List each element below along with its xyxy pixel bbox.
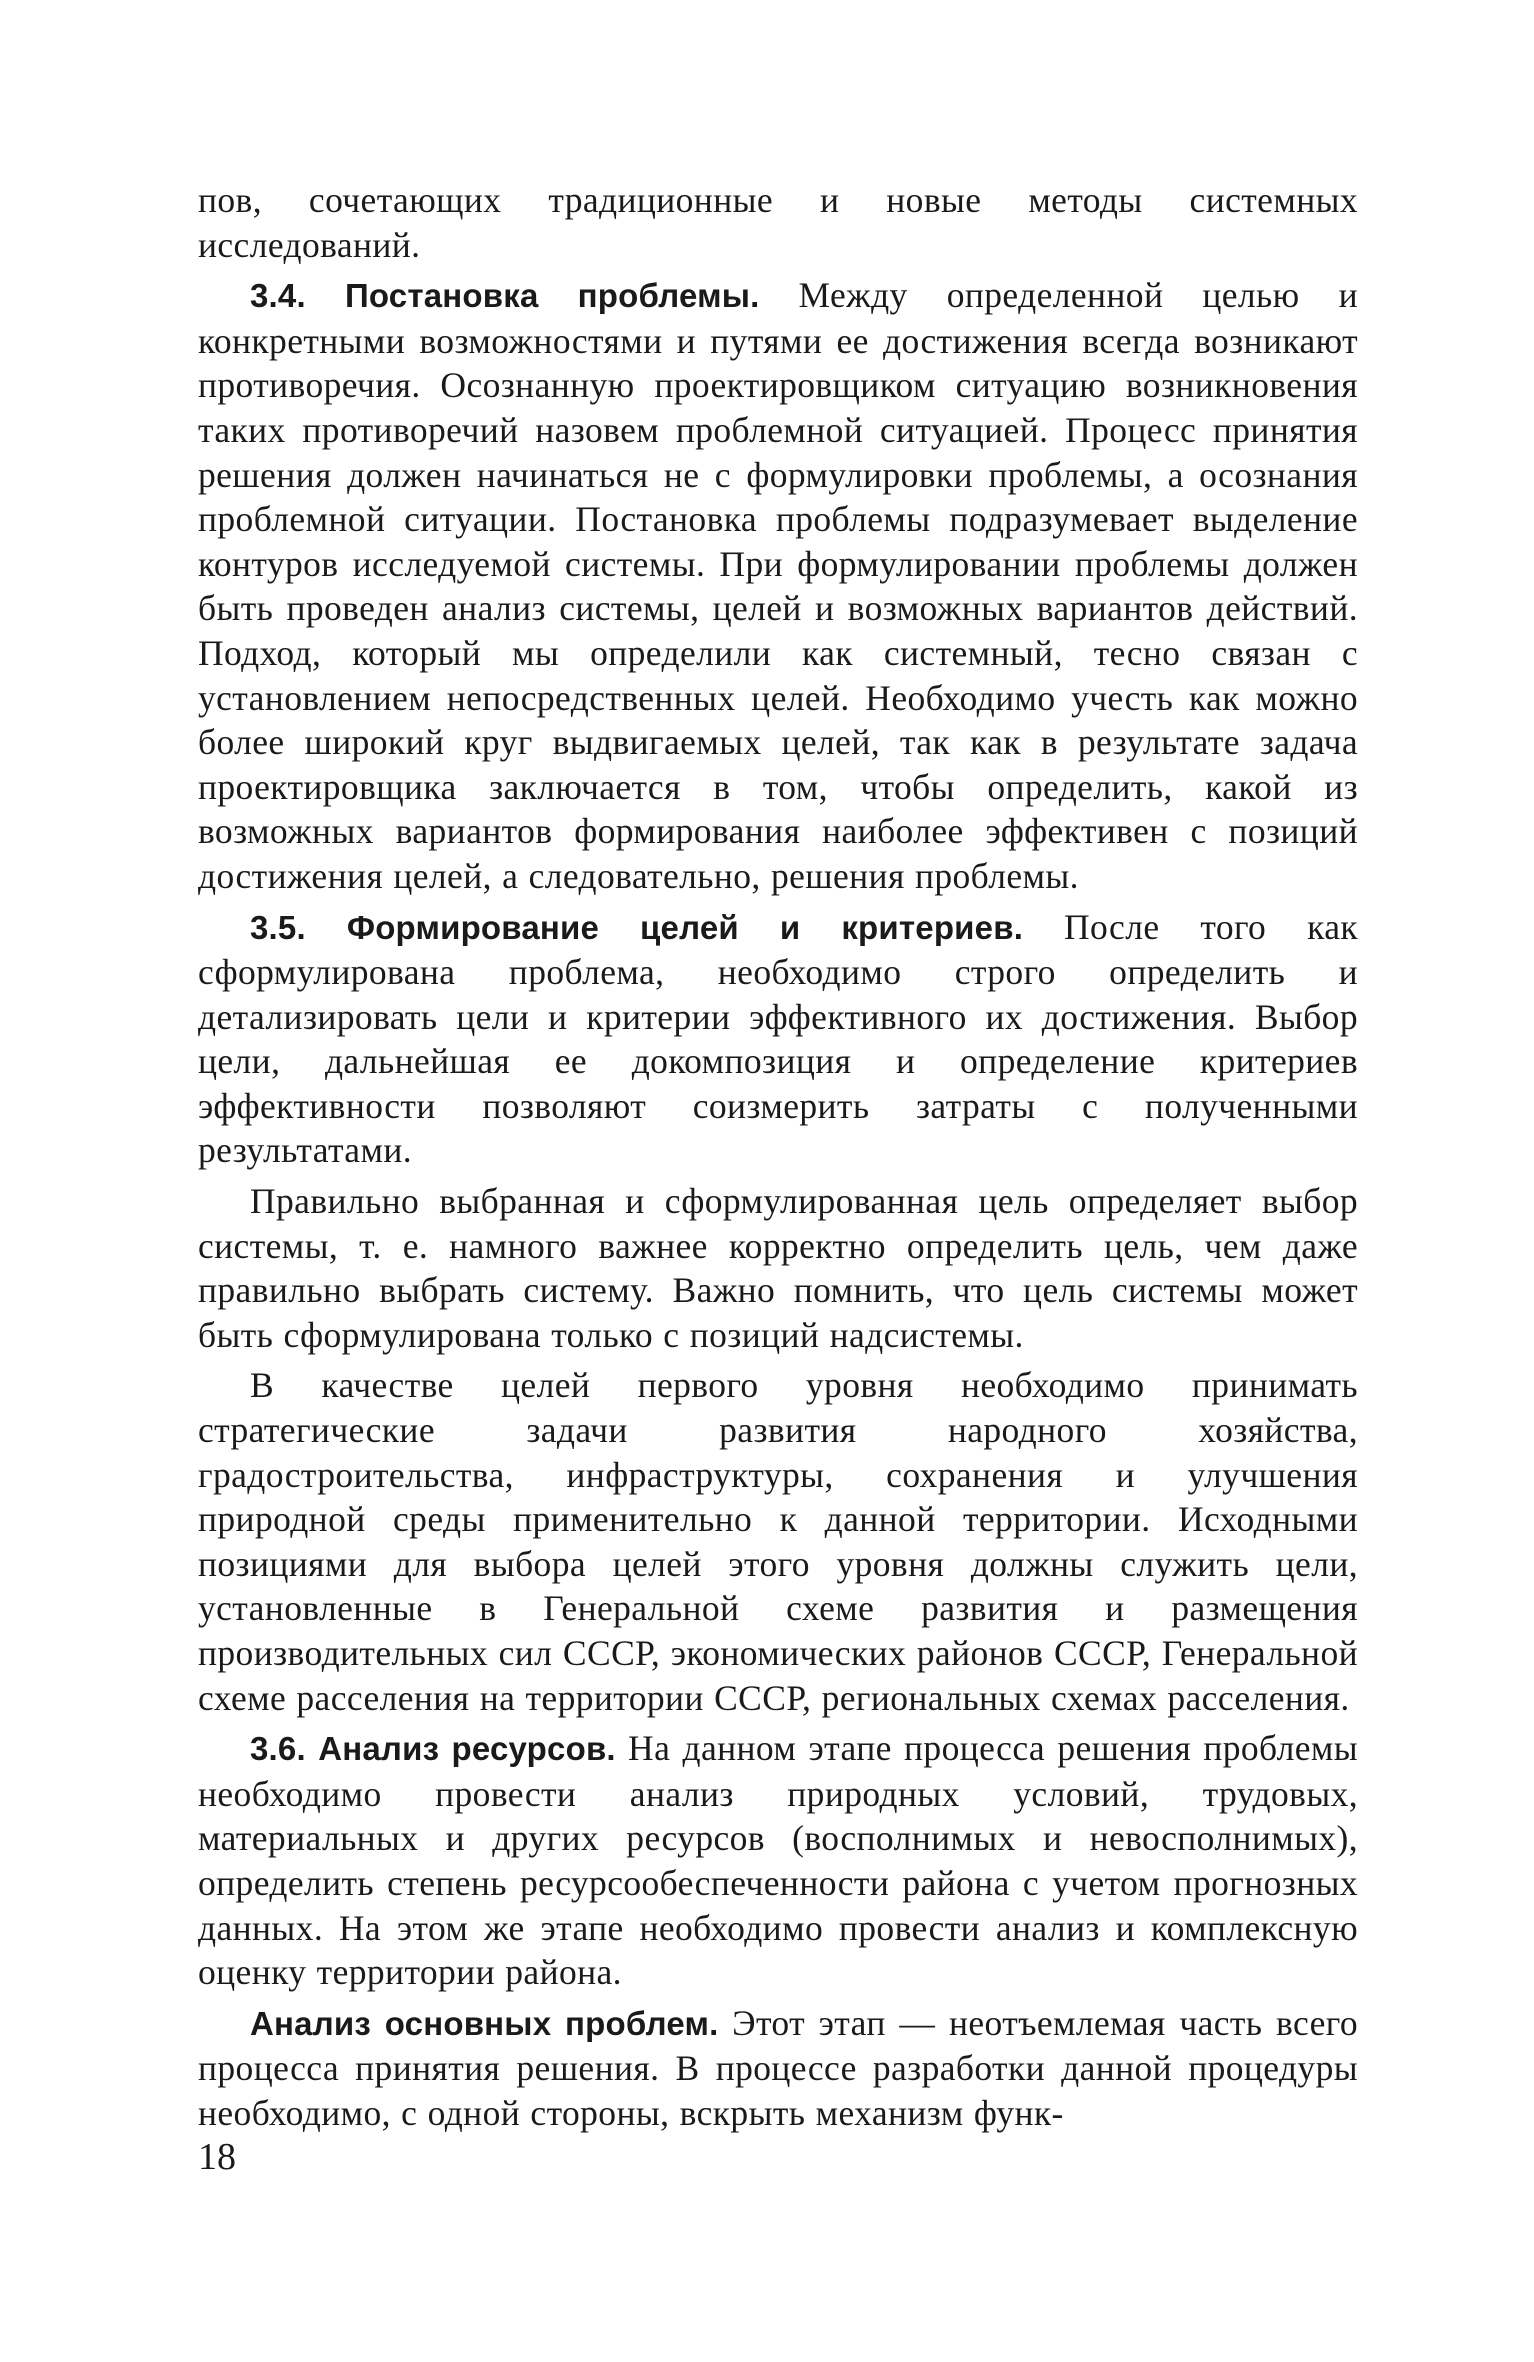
section-3-4-paragraph bbox=[198, 273, 1358, 898]
problem-analysis-paragraph bbox=[198, 2001, 1358, 2136]
paragraph-continuation bbox=[198, 178, 1358, 267]
paragraph-text: На данном этапе процесса решения проблемы необходимо провести анализ природных условий, трудовых, материальных и других ресурсов (восполнимых и невосполнимых), определить степень ресурсообеспеченности района с учетом прогнозных данных. На этом же этапе необходимо провести анализ и комплексную оценку территории района. bbox=[198, 1728, 1358, 1993]
section-heading: Анализ основных проблем. bbox=[250, 2004, 719, 2042]
section-heading: 3.5. Формирование целей и критериев. bbox=[250, 908, 1024, 946]
section-heading: 3.6. Анализ ресурсов. bbox=[250, 1730, 616, 1768]
paragraph-text: После того как сформулирована проблема, необходимо строго определить и детализировать цели и критерии эффективного их достижения. Выбор цели, дальнейшая ее докомпозиция и определение критериев эффективности позволяют соизмерить затраты с полученными результатами. bbox=[198, 906, 1359, 1171]
paragraph-text: Между определенной целью и конкретными возможностями и путями ее достижения всегда возникают противоречия. Осознанную проектировщиком ситуацию возникновения таких противоречий назовем проблемной ситуацией. Процесс принятия решения должен начинаться не с формулировки проблемы, а осознания проблемной ситуации. Постановка проблемы подразумевает выделение контуров исследуемой системы. При формулировании проблемы должен быть проведен анализ системы, целей и возможных вариантов действий. Подход, который мы определили как системный, тесно связан с установлением непосредственных целей. Необходимо учесть как можно более широкий круг выдвигаемых целей, так как в результате задача проектировщика заключается в том, чтобы определить, какой из возможных вариантов формирования наиболее эффективен с позиций достижения целей, а следовательно, решения проблемы. bbox=[198, 275, 1358, 896]
paragraph-text: В качестве целей первого уровня необходимо принимать стратегические задачи развития народного хозяйства, градостроительства, инфраструктуры, сохранения и улучшения природной среды применительно к данной территории. Исходными позициями для выбора целей этого уровня должны служить цели, установленные в Генеральной схеме развития и размещения производительных сил СССР, экономических районов СССР, Генеральной схеме расселения на территории СССР, региональных схемах расселения. bbox=[198, 1365, 1358, 1718]
page-number: 18 bbox=[198, 2136, 236, 2178]
paragraph-text: пов, сочетающих традиционные и новые методы системных исследований. bbox=[198, 180, 1358, 265]
page-body bbox=[198, 178, 1358, 2136]
section-heading: 3.4. Постановка проблемы. bbox=[250, 277, 760, 315]
section-3-5-paragraph bbox=[198, 905, 1358, 1174]
section-3-6-paragraph bbox=[198, 1726, 1358, 1995]
first-level-goals-paragraph bbox=[198, 1363, 1358, 1720]
goal-selection-paragraph bbox=[198, 1179, 1358, 1357]
paragraph-text: Правильно выбранная и сформулированная цель определяет выбор системы, т. е. намного важнее корректно определить цель, чем даже правильно выбрать систему. Важно помнить, что цель системы может быть сформулирована только с позиций надсистемы. bbox=[198, 1181, 1358, 1355]
paragraph-text: Этот этап — неотъемлемая часть всего процесса принятия решения. В процессе разработки данной процедуры необходимо, с одной стороны, вскрыть механизм функ- bbox=[198, 2002, 1358, 2133]
